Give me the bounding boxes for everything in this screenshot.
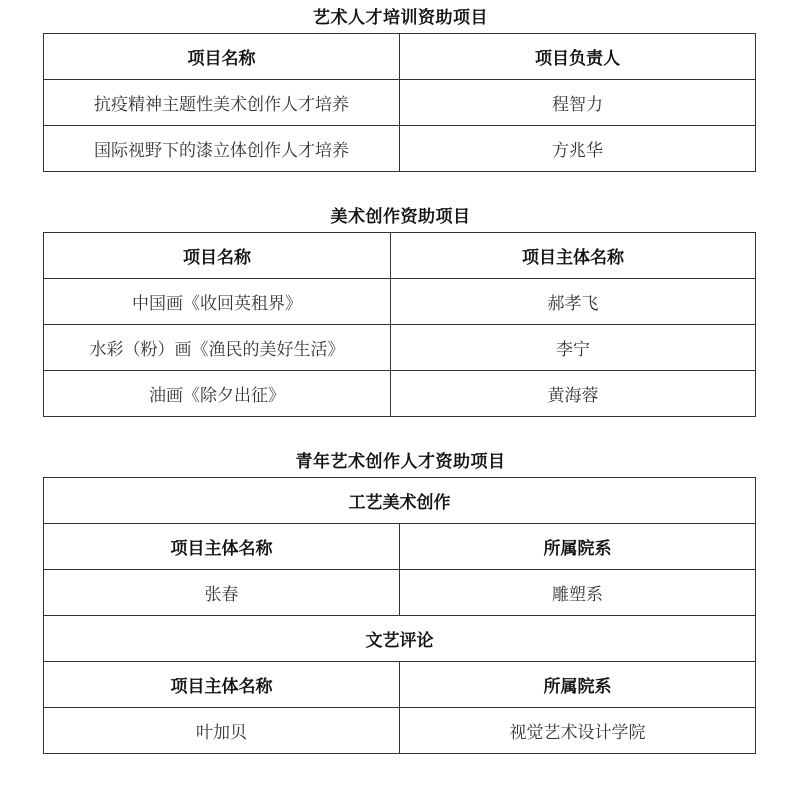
- table-header-row: [44, 34, 756, 80]
- table-row: [44, 325, 756, 371]
- cell-project-entity: 李宁: [391, 325, 756, 371]
- cell-project-leader: 方兆华: [400, 126, 756, 172]
- cell-department: 视觉艺术设计学院: [400, 708, 756, 754]
- column-header-project-leader: 项目负责人: [400, 34, 756, 80]
- category-literary-criticism: 文艺评论: [44, 616, 756, 662]
- cell-project-entity: 郝孝飞: [391, 279, 756, 325]
- table-header-row: [44, 662, 756, 708]
- section-title-talent-training: 艺术人才培训资助项目: [313, 8, 488, 28]
- cell-project-name: 中国画《收回英租界》: [44, 279, 391, 325]
- table-row: [44, 708, 756, 754]
- cell-project-entity: 张春: [44, 570, 400, 616]
- cell-project-name: 油画《除夕出征》: [44, 371, 391, 417]
- table-row: [44, 371, 756, 417]
- art-creation-table: [43, 232, 756, 417]
- cell-project-entity: 黄海蓉: [391, 371, 756, 417]
- column-header-department: 所属院系: [400, 524, 756, 570]
- category-craft-art-creation: 工艺美术创作: [44, 478, 756, 524]
- table-row: [44, 80, 756, 126]
- cell-project-leader: 程智力: [400, 80, 756, 126]
- cell-project-name: 国际视野下的漆立体创作人才培养: [44, 126, 400, 172]
- section-title-art-creation: 美术创作资助项目: [330, 207, 471, 227]
- column-header-project-entity: 项目主体名称: [391, 233, 756, 279]
- cell-project-name: 抗疫精神主题性美术创作人才培养: [44, 80, 400, 126]
- cell-project-name: 水彩（粉）画《渔民的美好生活》: [44, 325, 391, 371]
- table-row: [44, 570, 756, 616]
- column-header-project-name: 项目名称: [44, 34, 400, 80]
- table-header-row: [44, 524, 756, 570]
- column-header-project-entity: 项目主体名称: [44, 524, 400, 570]
- category-row: [44, 478, 756, 524]
- young-talent-table: [43, 477, 756, 754]
- category-row: [44, 616, 756, 662]
- table-row: [44, 126, 756, 172]
- column-header-project-name: 项目名称: [44, 233, 391, 279]
- column-header-department: 所属院系: [400, 662, 756, 708]
- cell-project-entity: 叶加贝: [44, 708, 400, 754]
- cell-department: 雕塑系: [400, 570, 756, 616]
- talent-training-table: [43, 33, 756, 172]
- table-row: [44, 279, 756, 325]
- column-header-project-entity: 项目主体名称: [44, 662, 400, 708]
- section-title-young-talent: 青年艺术创作人才资助项目: [295, 452, 506, 472]
- table-header-row: [44, 233, 756, 279]
